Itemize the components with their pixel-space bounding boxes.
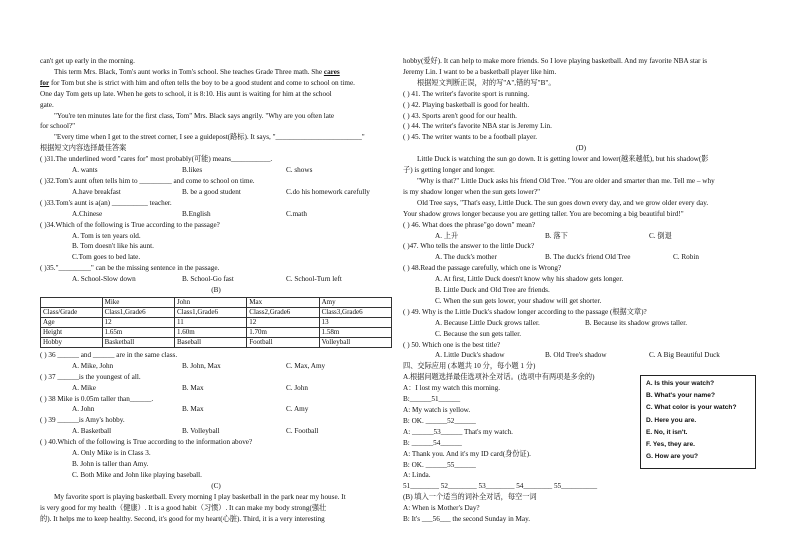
- option-34c: C.Tom goes to bed late.: [72, 253, 141, 262]
- table-row: [41, 307, 392, 317]
- table-cell: John: [174, 297, 246, 307]
- passage-a-line: for school?": [40, 122, 76, 131]
- question-38: ( ) 38 Mike is 0.05m taller than______.: [40, 394, 154, 403]
- dialog-line: A：I lost my watch this morning.: [403, 384, 501, 393]
- student-info-table: [40, 297, 392, 348]
- table-cell: 13: [319, 317, 391, 327]
- passage-a-line: This term Mrs. Black, Tom's aunt works in Tom's school. She teaches Grade Three math. She cares: [54, 67, 340, 76]
- question-39: ( ) 39 ______is Amy's hobby.: [40, 416, 125, 425]
- passage-c-line: is very good for my health（健康）. It is a good habit（习惯）. It can make my body strong(强壮: [40, 503, 327, 512]
- question-41: ( ) 41. The writer's favorite sport is running.: [403, 89, 530, 98]
- option-g: G. How are you?: [646, 453, 699, 461]
- option-c: C. What color is your watch?: [646, 404, 737, 412]
- dialog-line: B: OK. ______55______: [403, 460, 476, 469]
- table-cell: 1.65m: [102, 327, 174, 337]
- passage-d-line: Your shadow grows longer because you are getting taller. You are becoming a big beautiful bird!": [403, 209, 684, 218]
- passage-c-line: My favorite sport is playing basketball. Every morning I play basketball in the park near my house. It: [54, 492, 346, 501]
- passage-d-line: 子) is getting longer and longer.: [403, 166, 495, 175]
- options-31: A. wants B.likes C. shows: [72, 166, 313, 175]
- table-row: [41, 337, 392, 347]
- passage-a-line: One day Tom gets up late. When he gets to school, it is 8:10. His aunt is waiting for him at the school: [40, 89, 332, 98]
- table-cell: 11: [174, 317, 246, 327]
- options-46: A. 上升 B. 落下 C. 倒退: [435, 231, 672, 240]
- passage-d-line: Little Duck is watching the sun go down. It is getting lower and lower(越来越低), but his shadow(影: [417, 155, 709, 164]
- passage-a-line: for for Tom but she is strict with him and often tells the boy to be a good student and come to school on time.: [40, 78, 355, 87]
- cares-for-underlined: cares: [323, 67, 340, 76]
- question-34: ( )34.Which of the following is True according to the passage?: [40, 220, 220, 229]
- table-cell: Age: [41, 317, 103, 327]
- part4-title: 四、交际应用 (本题共 10 分，每小题 1 分): [403, 362, 536, 371]
- section-d-heading: (D): [576, 144, 586, 153]
- option-f: F. Yes, they are.: [646, 441, 695, 449]
- table-row: [41, 317, 392, 327]
- dialog-line: A: My watch is yellow.: [403, 406, 471, 414]
- options-37: A. Mike B. Max C. John: [72, 383, 308, 392]
- table-cell: Basketball: [102, 337, 174, 347]
- table-cell: Class/Grade: [41, 307, 103, 317]
- question-50: ( ) 50. Which one is the best title?: [403, 340, 501, 349]
- option-48c: C. When the sun gets lower, your shadow will get shorter.: [435, 296, 602, 305]
- table-cell: Mike: [102, 297, 174, 307]
- option-34a: A. Tom is ten years old.: [72, 231, 141, 240]
- passage-a-line: "Every time when I get to the street corner, I see a guidepost(路标). It says, "________________________": [54, 133, 365, 142]
- table-cell: Amy: [319, 297, 391, 307]
- options-50: A. Little Duck's shadow B. Old Tree's shadow C. A Big Beautiful Duck: [435, 351, 720, 360]
- table-row: [41, 327, 392, 337]
- option-34b: B. Tom doesn't like his aunt.: [72, 242, 154, 251]
- dialog-line: B:______51______: [403, 395, 461, 404]
- table-cell: Class2,Grade6: [247, 307, 319, 317]
- table-cell: Class1,Grade6: [102, 307, 174, 317]
- options-33: A.Chinese B.English C.math: [72, 209, 307, 218]
- part4-a-instruction: A.根据问题选择最佳选项补全对话。(选项中有两项是多余的): [403, 373, 595, 382]
- dialog-line: A: Linda.: [403, 471, 431, 480]
- option-48b: B. Little Duck and Old Tree are friends.: [435, 286, 550, 295]
- table-cell: [41, 297, 103, 307]
- question-37: ( ) 37 ______is the youngest of all.: [40, 372, 141, 381]
- dialog-line: A: Thank you. And it's my ID card(身份证).: [403, 449, 531, 458]
- dialog-options-box: [640, 375, 756, 469]
- answer-line: 51________ 52________ 53________ 54________ 55__________: [403, 482, 598, 491]
- option-40c: C. Both Mike and John like playing baseball.: [72, 470, 202, 479]
- table-cell: Height: [41, 327, 103, 337]
- question-40: ( ) 40.Which of the following is True according to the information above?: [40, 438, 253, 447]
- options-38: A. John B. Max C. Amy: [72, 405, 309, 414]
- section-c-heading: (C): [211, 481, 221, 490]
- option-48a: A. At first, Little Duck doesn't know why his shadow gets longer.: [435, 275, 624, 284]
- question-47: ( )47. Who tells the answer to the little Duck?: [403, 242, 535, 251]
- options-49: A. Because Little Duck grows taller. B. Because its shadow grows taller.: [435, 318, 688, 327]
- passage-d-line: "Why is that?" Little Duck asks his friend Old Tree. "You are older and smarter than me. Tell me – why: [417, 176, 715, 185]
- table-cell: Max: [247, 297, 319, 307]
- table-cell: 12: [102, 317, 174, 327]
- question-46: ( ) 46. What does the phrase"go down" mean?: [403, 220, 536, 229]
- table-cell: 1.58m: [319, 327, 391, 337]
- option-d: D. Here you are.: [646, 416, 697, 424]
- part-b-instruction: (B) 填入一个适当的词补全对话，每空一词: [403, 493, 537, 502]
- question-31: ( )31.The underlined word "cares for" most probably(可能) means___________.: [40, 155, 273, 164]
- question-43: ( ) 43. Sports aren't good for our health.: [403, 111, 517, 120]
- question-33: ( )33.Tom's aunt is a(an) __________ teacher.: [40, 198, 172, 207]
- passage-c-line: 的). It helps me to keep healthy. Second, it's good for my heart(心脏). Third, it is a very interesting: [40, 514, 325, 523]
- cares-for-underlined-2: for: [40, 78, 50, 87]
- dialog-line: B: ______54______: [403, 438, 462, 447]
- options-35: A. School-Slow down B. School-Go fast C. School-Turn left: [72, 275, 342, 284]
- instruction-line: 根据短文内容选择最佳答案: [40, 144, 127, 153]
- dialog-line: A: ______53______ That's my watch.: [403, 427, 513, 436]
- instruction-line: 根据短文判断正误，对的写"A",错的写"B"。: [417, 78, 556, 87]
- passage-c-line: hobby(爱好). It can help to make more friends. So I love playing basketball. And my favorite NBA star is: [403, 57, 708, 65]
- option-40a: A. Only Mike is in Class 3.: [72, 449, 151, 458]
- question-42: ( ) 42. Playing basketball is good for health.: [403, 100, 530, 109]
- options-47: A. The duck's mother B. The duck's friend Old Tree C. Robin: [435, 253, 699, 262]
- table-cell: Class1,Grade6: [174, 307, 246, 317]
- table-cell: Football: [247, 337, 319, 347]
- question-32: ( )32.Tom's aunt often tells him to _________ and come to school on time.: [40, 176, 255, 185]
- table-cell: Hobby: [41, 337, 103, 347]
- options-39: A. Basketball B. Volleyball C. Football: [72, 427, 319, 436]
- question-35: ( )35."_________" can be the missing sentence in the passage.: [40, 264, 220, 273]
- table-header-row: [41, 297, 392, 307]
- passage-a-line: gate.: [40, 100, 54, 109]
- option-40b: B. John is taller than Amy.: [72, 460, 149, 468]
- passage-a-line: "You're ten minutes late for the first class, Tom" Mrs. Black says angrily. "Why are you often late: [54, 111, 335, 120]
- passage-c-line: Jeremy Lin. I want to be a basketball player like him.: [403, 67, 557, 76]
- table-cell: 12: [247, 317, 319, 327]
- option-e: E. No, it isn't.: [646, 428, 688, 436]
- options-36: A. Mike, John B. John, Max C. Max, Amy: [72, 361, 326, 370]
- options-32: A.have breakfast B. be a good student C.do his homework carefully: [72, 187, 370, 196]
- option-a: A. Is this your watch?: [646, 380, 715, 387]
- question-45: ( ) 45. The writer wants to be a football player.: [403, 133, 537, 142]
- question-36: ( ) 36 ______ and ______ are in the same class.: [40, 350, 178, 359]
- left-column: [40, 56, 392, 524]
- question-44: ( ) 44. The writer's favorite NBA star is Jeremy Lin.: [403, 122, 552, 131]
- table-cell: Class3,Grade6: [319, 307, 391, 317]
- section-b-heading: (B): [211, 286, 221, 295]
- passage-d-line: Old Tree says, "That's easy, Little Duck. The sun goes down every day, and we grow older every day.: [417, 198, 709, 207]
- option-49c: C. Because the sun gets taller.: [435, 329, 522, 338]
- option-b: B. What's your name?: [646, 392, 715, 400]
- dialog-b-line: A: When is Mother's Day?: [403, 504, 480, 513]
- table-cell: 1.70m: [247, 327, 319, 337]
- passage-a-line: can't get up early in the morning.: [40, 57, 135, 65]
- table-cell: 1.60m: [174, 327, 246, 337]
- dialog-line: B: OK. ______52______: [403, 416, 476, 425]
- passage-d-line: is my shadow longer when the sun gets lower?": [403, 187, 541, 196]
- dialog-b-line: B: It's ___56___ the second Sunday in May.: [403, 515, 530, 524]
- question-48: ( ) 48.Read the passage carefully, which one is Wrong?: [403, 264, 562, 273]
- question-49: ( ) 49. Why is the Little Duck's shadow longer according to the passage (根据文章)?: [403, 307, 647, 316]
- table-cell: Baseball: [174, 337, 246, 347]
- table-cell: Volleyball: [319, 337, 391, 347]
